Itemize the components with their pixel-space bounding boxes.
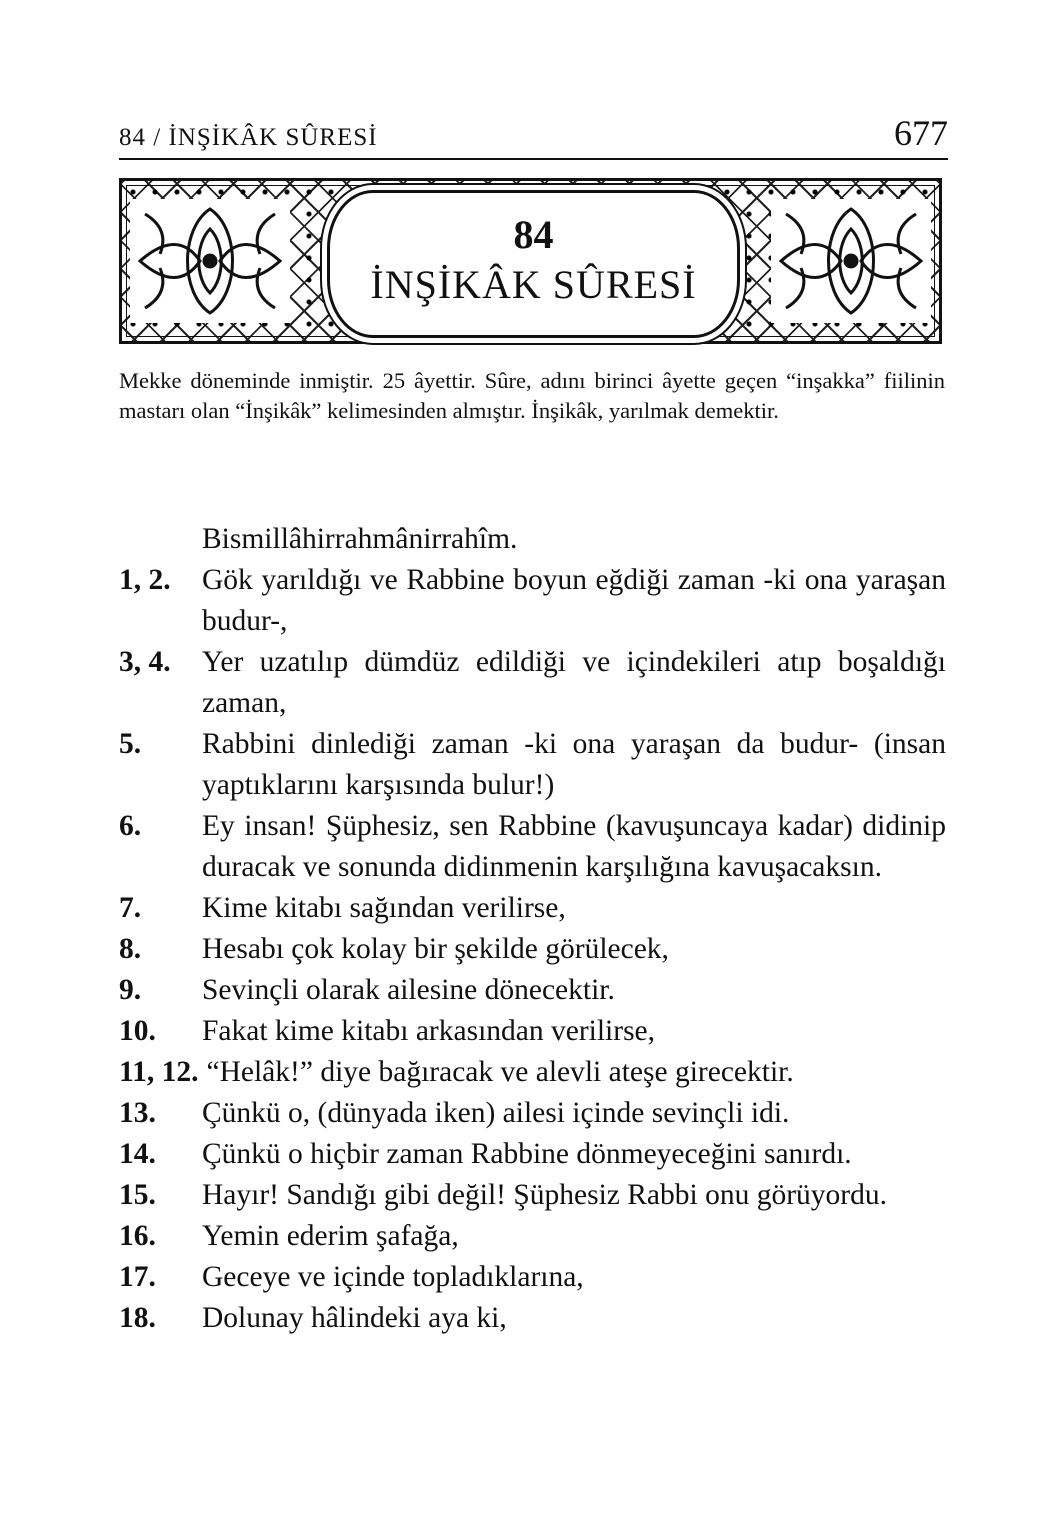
verse-item	[119, 888, 946, 929]
verse-item	[119, 1134, 946, 1175]
arabesque-ornament-left	[130, 199, 290, 323]
verse-item	[119, 642, 946, 724]
verse-text: Dolunay hâlindeki aya ki,	[202, 1302, 507, 1334]
verse-number: 10.	[119, 1015, 156, 1047]
page-header	[119, 110, 948, 160]
verse-text: Gök yarıldığı ve Rabbine boyun eğdiği zaman -ki ona yaraşan budur-,	[202, 564, 946, 637]
verse-item	[119, 1093, 946, 1134]
verse-item	[119, 929, 946, 970]
verse-list	[119, 519, 946, 1339]
verse-item	[119, 1052, 946, 1093]
verse-item	[119, 724, 946, 806]
verse-text: Ey insan! Şüphesiz, sen Rabbine (kavuşuncaya kadar) didinip duracak ve sonunda didinmenin karşılığına kavuşacaksın.	[202, 810, 946, 883]
verse-item	[119, 1298, 946, 1339]
verse-text: “Helâk!” diye bağıracak ve alevli ateşe girecektir.	[206, 1056, 794, 1088]
verse-text: Çünkü o, (dünyada iken) ailesi içinde sevinçli idi.	[202, 1097, 790, 1129]
verse-item	[119, 970, 946, 1011]
verse-text: Hayır! Sandığı gibi değil! Şüphesiz Rabbi onu görüyordu.	[202, 1179, 887, 1211]
verse-number: 11, 12.	[119, 1056, 199, 1088]
verse-item	[119, 560, 946, 642]
basmala: Bismillâhirrahmânirrahîm.	[202, 523, 518, 555]
arabesque-ornament-right	[771, 199, 931, 323]
verse-text: Yer uzatılıp dümdüz edildiği ve içindekileri atıp boşaldığı zaman,	[202, 646, 946, 719]
title-cartouche	[327, 190, 740, 338]
verse-text: Çünkü o hiçbir zaman Rabbine dönmeyeceğini sanırdı.	[202, 1138, 852, 1170]
verse-number: 6.	[119, 810, 142, 842]
verse-item	[119, 1257, 946, 1298]
verse-text: Fakat kime kitabı arkasından verilirse,	[202, 1015, 656, 1047]
verse-text: Yemin ederim şafağa,	[202, 1220, 459, 1252]
sure-title-banner	[119, 178, 942, 344]
sure-introduction: Mekke döneminde inmiştir. 25 âyettir. Sûre, adını birinci âyette geçen “inşakka” fiilinin mastarı olan “İnşikâk” kelimesinden almıştır. İnşikâk, yarılmak demektir.	[119, 368, 945, 423]
verse-number: 16.	[119, 1220, 156, 1252]
verse-number: 7.	[119, 892, 142, 924]
verse-number: 8.	[119, 933, 142, 965]
verse-text: Hesabı çok kolay bir şekilde görülecek,	[202, 933, 669, 965]
verse-number: 17.	[119, 1261, 156, 1293]
verse-number: 3, 4.	[119, 646, 171, 678]
verse-item	[119, 1216, 946, 1257]
verse-item	[119, 806, 946, 888]
verse-item	[119, 1011, 946, 1052]
verse-number: 15.	[119, 1179, 156, 1211]
sure-name: İNŞİKÂK SÛRESİ	[370, 262, 697, 307]
running-title: 84 / İNŞİKÂK SÛRESİ	[119, 124, 378, 151]
verse-number: 1, 2.	[119, 564, 171, 596]
verse-item	[119, 1175, 946, 1216]
verse-number: 9.	[119, 974, 142, 1006]
verse-number: 14.	[119, 1138, 156, 1170]
verse-number: 5.	[119, 728, 142, 760]
verse-text: Kime kitabı sağından verilirse,	[202, 892, 566, 924]
verse-number: 13.	[119, 1097, 156, 1129]
verse-text: Geceye ve içinde topladıklarına,	[202, 1261, 584, 1293]
sure-number: 84	[513, 212, 554, 257]
page-number: 677	[894, 113, 948, 153]
verse-text: Rabbini dinlediği zaman -ki ona yaraşan da budur- (insan yaptıklarını karşısında bulur!)	[202, 728, 946, 801]
verse-number: 18.	[119, 1302, 156, 1334]
verse-text: Sevinçli olarak ailesine dönecektir.	[202, 974, 615, 1006]
